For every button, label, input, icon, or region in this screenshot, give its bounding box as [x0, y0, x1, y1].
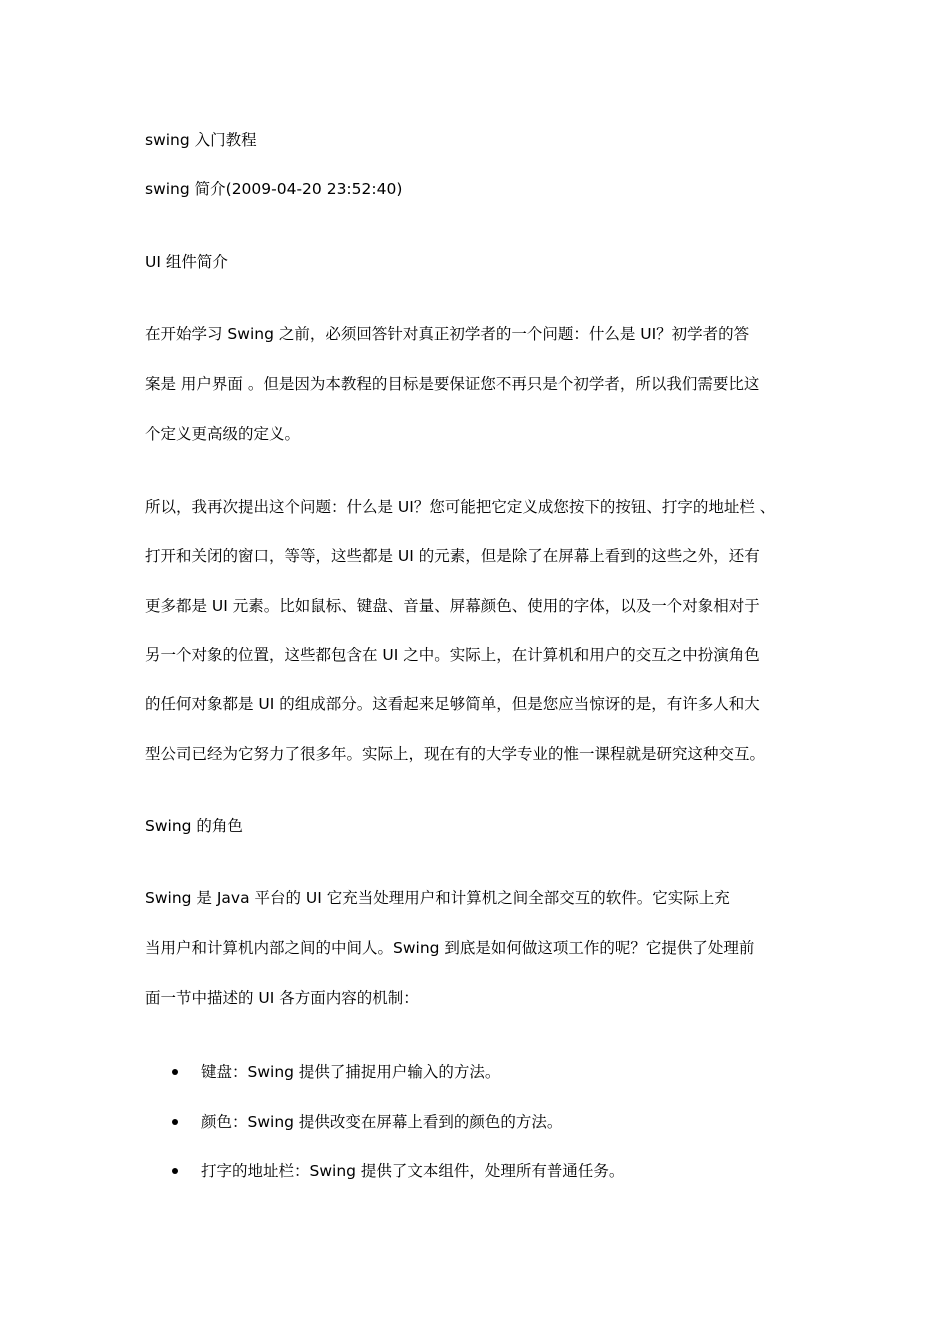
paragraph-2-line: 的任何对象都是 UI 的组成部分。这看起来足够简单，但是您应当惊讶的是，有许多人和大 [145, 695, 760, 713]
paragraph-1-line: 个定义更高级的定义。 [145, 425, 301, 443]
paragraph-3-line: 当用户和计算机内部之间的中间人。Swing 到底是如何做这项工作的呢？它提供了处理前 [145, 939, 755, 957]
paragraph-3-line: Swing 是 Java 平台的 UI 它充当处理用户和计算机之间全部交互的软件。它实际上充 [145, 889, 730, 907]
section-heading-ui-components: UI 组件简介 [145, 253, 228, 271]
paragraph-2-line: 所以，我再次提出这个问题：什么是 UI？您可能把它定义成您按下的按钮、打字的地址栏 、 [145, 498, 776, 516]
paragraph-2-line: 另一个对象的位置，这些都包含在 UI 之中。实际上，在计算机和用户的交互之中扮演角色 [145, 646, 760, 664]
paragraph-2-line: 更多都是 UI 元素。比如鼠标、键盘、音量、屏幕颜色、使用的字体，以及一个对象相对于 [145, 597, 760, 615]
paragraph-1-line: 案是 用户界面 。但是因为本教程的目标是要保证您不再只是个初学者，所以我们需要比这 [145, 375, 760, 393]
bullet-icon [172, 1119, 178, 1125]
list-item: 打字的地址栏：Swing 提供了文本组件，处理所有普通任务。 [201, 1162, 625, 1180]
list-item: 键盘：Swing 提供了捕捉用户输入的方法。 [201, 1063, 501, 1081]
paragraph-3-line: 面一节中描述的 UI 各方面内容的机制： [145, 989, 419, 1007]
document-title: swing 入门教程 [145, 131, 257, 149]
bullet-icon [172, 1168, 178, 1174]
bullet-icon [172, 1069, 178, 1075]
paragraph-1-line: 在开始学习 Swing 之前，必须回答针对真正初学者的一个问题：什么是 UI？初学者的答 [145, 325, 750, 343]
paragraph-2-line: 型公司已经为它努力了很多年。实际上，现在有的大学专业的惟一课程就是研究这种交互。 [145, 745, 766, 763]
paragraph-2-line: 打开和关闭的窗口，等等，这些都是 UI 的元素，但是除了在屏幕上看到的这些之外，还有 [145, 547, 760, 565]
section-heading-swing-role: Swing 的角色 [145, 817, 243, 835]
document-subtitle: swing 简介(2009-04-20 23:52:40) [145, 180, 403, 198]
list-item: 颜色：Swing 提供改变在屏幕上看到的颜色的方法。 [201, 1113, 563, 1131]
